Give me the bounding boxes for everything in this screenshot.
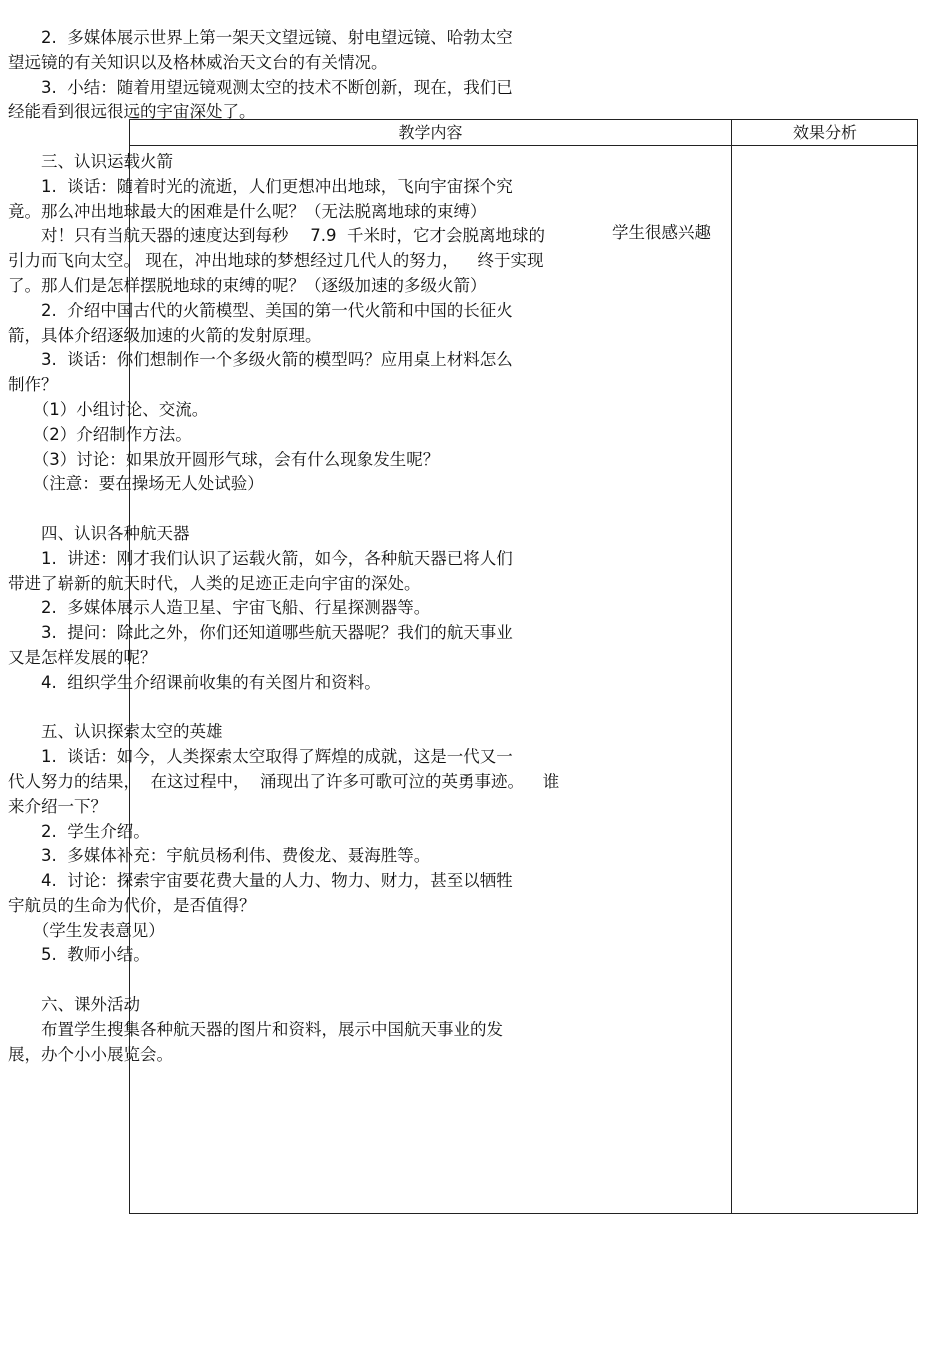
blank-line [8, 125, 593, 150]
content-line: 1. 谈话：如今，人类探索太空取得了辉煌的成就，这是一代又一 [8, 747, 513, 767]
content-line: 3. 谈话：你们想制作一个多级火箭的模型吗？应用桌上材料怎么 [8, 350, 513, 370]
content-line: （学生发表意见） [8, 920, 165, 940]
content-line: 又是怎样发展的呢？ [8, 647, 157, 667]
content-line: 4. 组织学生介绍课前收集的有关图片和资料。 [8, 672, 381, 692]
content-line: 三、认识运载火箭 [8, 151, 173, 171]
content-line: 代人努力的结果， 在这过程中， 涌现出了许多可歌可泣的英勇事迹。 谁 [8, 771, 560, 791]
content-line: 2. 多媒体展示人造卫星、宇宙飞船、行星探测器等。 [8, 598, 431, 618]
content-line: 3. 多媒体补充：宇航员杨利伟、费俊龙、聂海胜等。 [8, 846, 431, 866]
content-line: （1）小组讨论、交流。 [8, 399, 209, 419]
content-line: 来介绍一下？ [8, 796, 107, 816]
content-line: 了。那人们是怎样摆脱地球的束缚的呢？（逐级加速的多级火箭） [8, 275, 487, 295]
content-line: 2. 介绍中国古代的火箭模型、美国的第一代火箭和中国的长征火 [8, 300, 513, 320]
content-line: （2）介绍制作方法。 [8, 424, 192, 444]
blank-line [8, 696, 593, 721]
content-line: （注意：要在操场无人处试验） [8, 474, 264, 494]
content-line: 4. 讨论：探索宇宙要花费大量的人力、物力、财力，甚至以牺牲 [8, 871, 513, 891]
content-line: 3. 小结：随着用望远镜观测太空的技术不断创新，现在，我们已 [8, 77, 513, 97]
content-column-header: 教学内容 [398, 123, 463, 142]
effect-analysis-note: 学生很感兴趣 [612, 223, 711, 242]
content-line: 2. 多媒体展示世界上第一架天文望远镜、射电望远镜、哈勃太空 [8, 28, 513, 47]
content-line: 竟。那么冲出地球最大的困难是什么呢？（无法脱离地球的束缚） [8, 201, 487, 221]
content-line: 六、课外活动 [8, 995, 140, 1015]
blank-line [8, 968, 593, 993]
content-line: 宇航员的生命为代价，是否值得？ [8, 895, 256, 915]
content-line: 箭，具体介绍逐级加速的火箭的发射原理。 [8, 325, 322, 345]
blank-line [8, 497, 593, 522]
content-line: 带进了崭新的航天时代，人类的足迹正走向宇宙的深处。 [8, 573, 421, 593]
content-line: 引力而飞向太空。 现在，冲出地球的梦想经过几代人的努力， 终于实现 [8, 251, 544, 271]
content-line: 五、认识探索太空的英雄 [8, 722, 223, 742]
content-line: 5. 教师小结。 [8, 945, 150, 965]
content-line: （3）讨论：如果放开圆形气球，会有什么现象发生呢？ [8, 449, 440, 469]
content-line: 四、认识各种航天器 [8, 523, 190, 543]
content-line: 制作？ [8, 375, 58, 395]
content-line: 经能看到很远很远的宇宙深处了。 [8, 102, 256, 122]
content-line: 1. 讲述：刚才我们认识了运载火箭，如今，各种航天器已将人们 [8, 548, 513, 568]
effect-column-header: 效果分析 [792, 123, 857, 142]
content-line: 对！只有当航天器的速度达到每秒 7.9 千米时，它才会脱离地球的 [8, 226, 545, 246]
teaching-content-cell [8, 26, 593, 1067]
content-line: 望远镜的有关知识以及格林威治天文台的有关情况。 [8, 52, 388, 72]
content-line: 1. 谈话：随着时光的流逝，人们更想冲出地球，飞向宇宙探个究 [8, 176, 513, 196]
column-divider [731, 120, 732, 1213]
content-line: 布置学生搜集各种航天器的图片和资料，展示中国航天事业的发 [8, 1019, 503, 1039]
content-line: 展，办个小小展览会。 [8, 1044, 173, 1064]
content-line: 3. 提问：除此之外，你们还知道哪些航天器呢？我们的航天事业 [8, 623, 513, 643]
content-line: 2. 学生介绍。 [8, 821, 150, 841]
